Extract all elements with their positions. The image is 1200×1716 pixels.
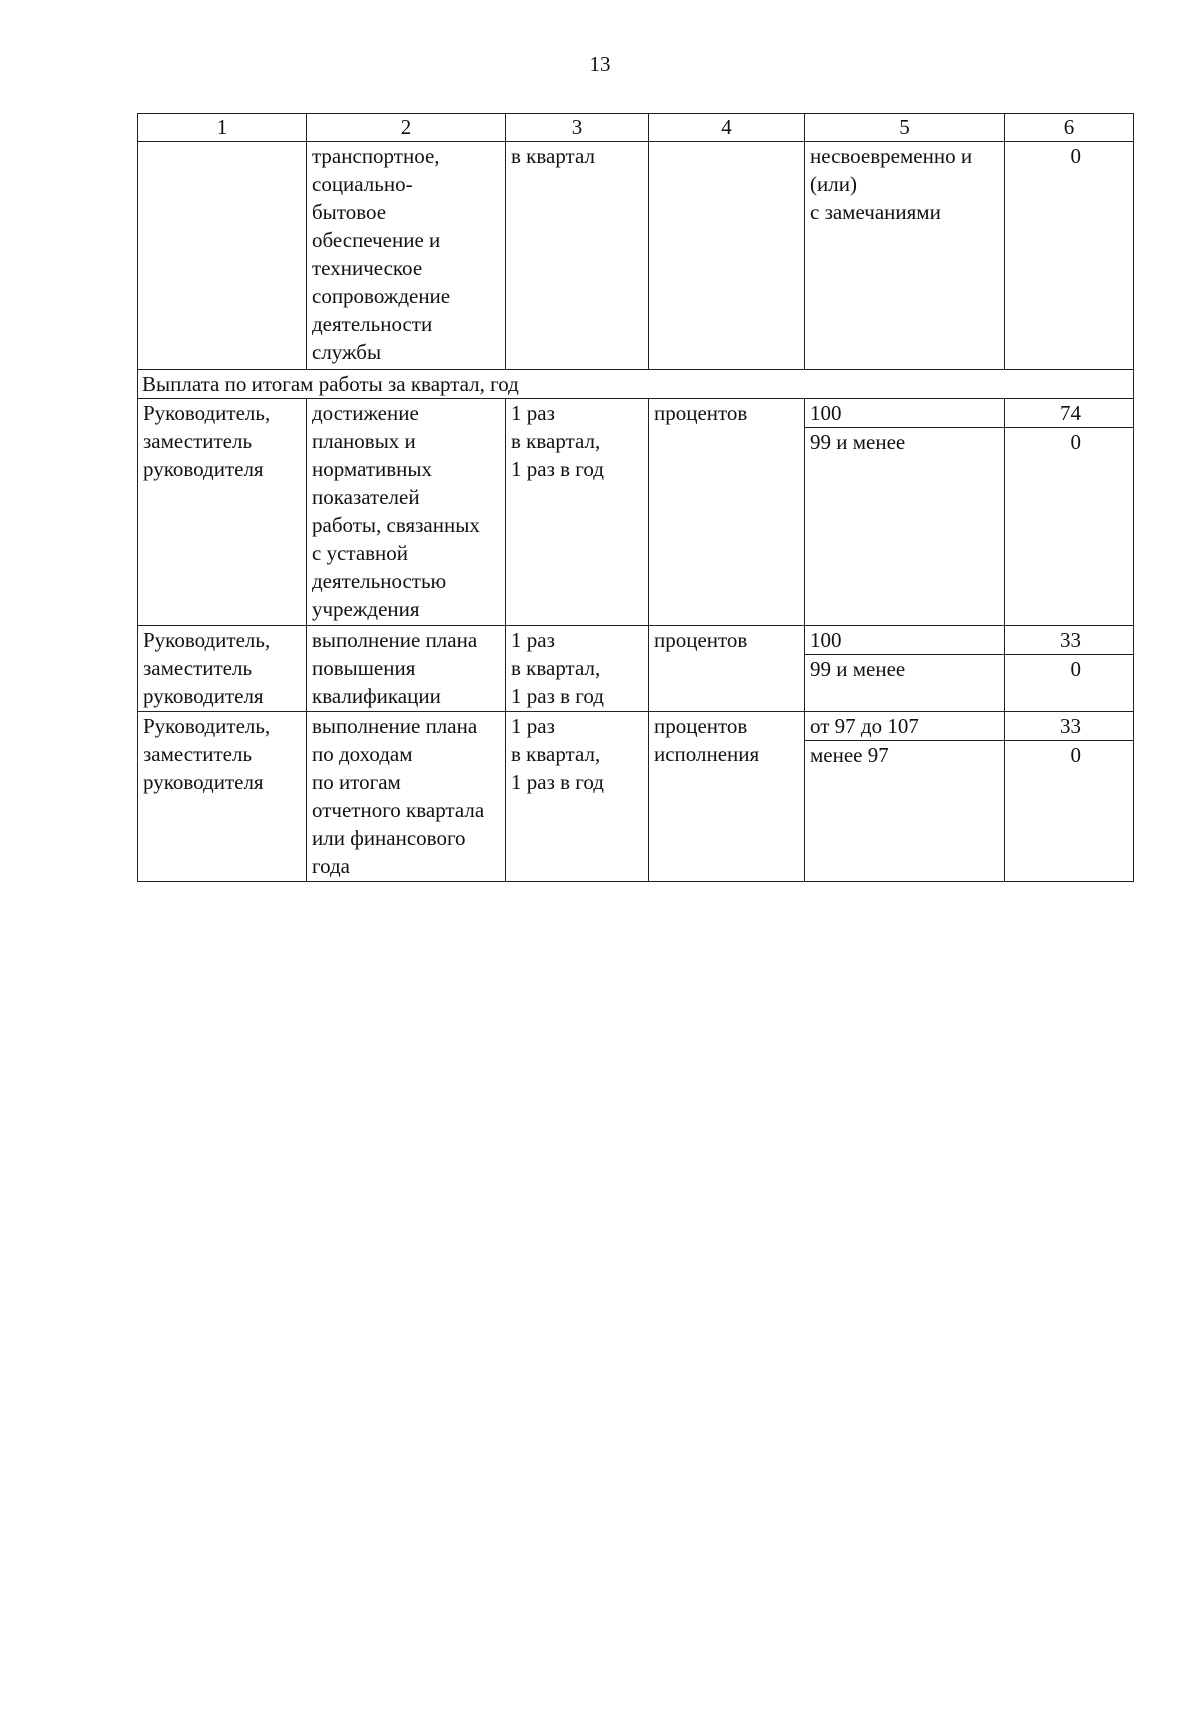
table-row [138, 712, 1134, 741]
criterion-cell: выполнение плана по доходам по итогам отчетного квартала или финансового года [307, 712, 506, 882]
points-cell: 0 [1005, 741, 1134, 882]
column-number-row [138, 114, 1134, 142]
points-cell: 0 [1005, 142, 1134, 370]
condition-cell: менее 97 [805, 741, 1005, 882]
condition-cell: несвоевременно и (или) с замечаниями [805, 142, 1005, 370]
section-title: Выплата по итогам работы за квартал, год [138, 370, 1134, 399]
unit-cell [649, 142, 805, 370]
points-cell: 74 [1005, 399, 1134, 428]
criterion-cell: выполнение плана повышения квалификации [307, 626, 506, 712]
criterion-cell: транспортное, социально- бытовое обеспечение и техническое сопровождение деятельности службы [307, 142, 506, 370]
column-header-3: 3 [506, 114, 649, 142]
condition-cell: 99 и менее [805, 655, 1005, 712]
points-cell: 33 [1005, 626, 1134, 655]
position-cell: Руководитель, заместитель руководителя [138, 712, 307, 882]
frequency-cell: 1 раз в квартал, 1 раз в год [506, 712, 649, 882]
criterion-cell: достижение плановых и нормативных показателей работы, связанных с уставной деятельностью учреждения [307, 399, 506, 626]
condition-cell: от 97 до 107 [805, 712, 1005, 741]
frequency-cell: в квартал [506, 142, 649, 370]
points-cell: 33 [1005, 712, 1134, 741]
column-header-1: 1 [138, 114, 307, 142]
frequency-cell: 1 раз в квартал, 1 раз в год [506, 399, 649, 626]
unit-cell: процентов [649, 399, 805, 626]
column-header-4: 4 [649, 114, 805, 142]
table-row [138, 626, 1134, 655]
position-cell [138, 142, 307, 370]
section-row [138, 370, 1134, 399]
condition-cell: 100 [805, 399, 1005, 428]
unit-cell: процентов исполнения [649, 712, 805, 882]
column-header-5: 5 [805, 114, 1005, 142]
unit-cell: процентов [649, 626, 805, 712]
payment-criteria-table [137, 113, 1134, 882]
points-cell: 0 [1005, 428, 1134, 626]
column-header-6: 6 [1005, 114, 1134, 142]
condition-cell: 100 [805, 626, 1005, 655]
page-number: 13 [589, 52, 611, 76]
column-header-2: 2 [307, 114, 506, 142]
continuation-row [138, 142, 1134, 370]
position-cell: Руководитель, заместитель руководителя [138, 626, 307, 712]
condition-cell: 99 и менее [805, 428, 1005, 626]
position-cell: Руководитель, заместитель руководителя [138, 399, 307, 626]
frequency-cell: 1 раз в квартал, 1 раз в год [506, 626, 649, 712]
points-cell: 0 [1005, 655, 1134, 712]
table-row [138, 399, 1134, 428]
